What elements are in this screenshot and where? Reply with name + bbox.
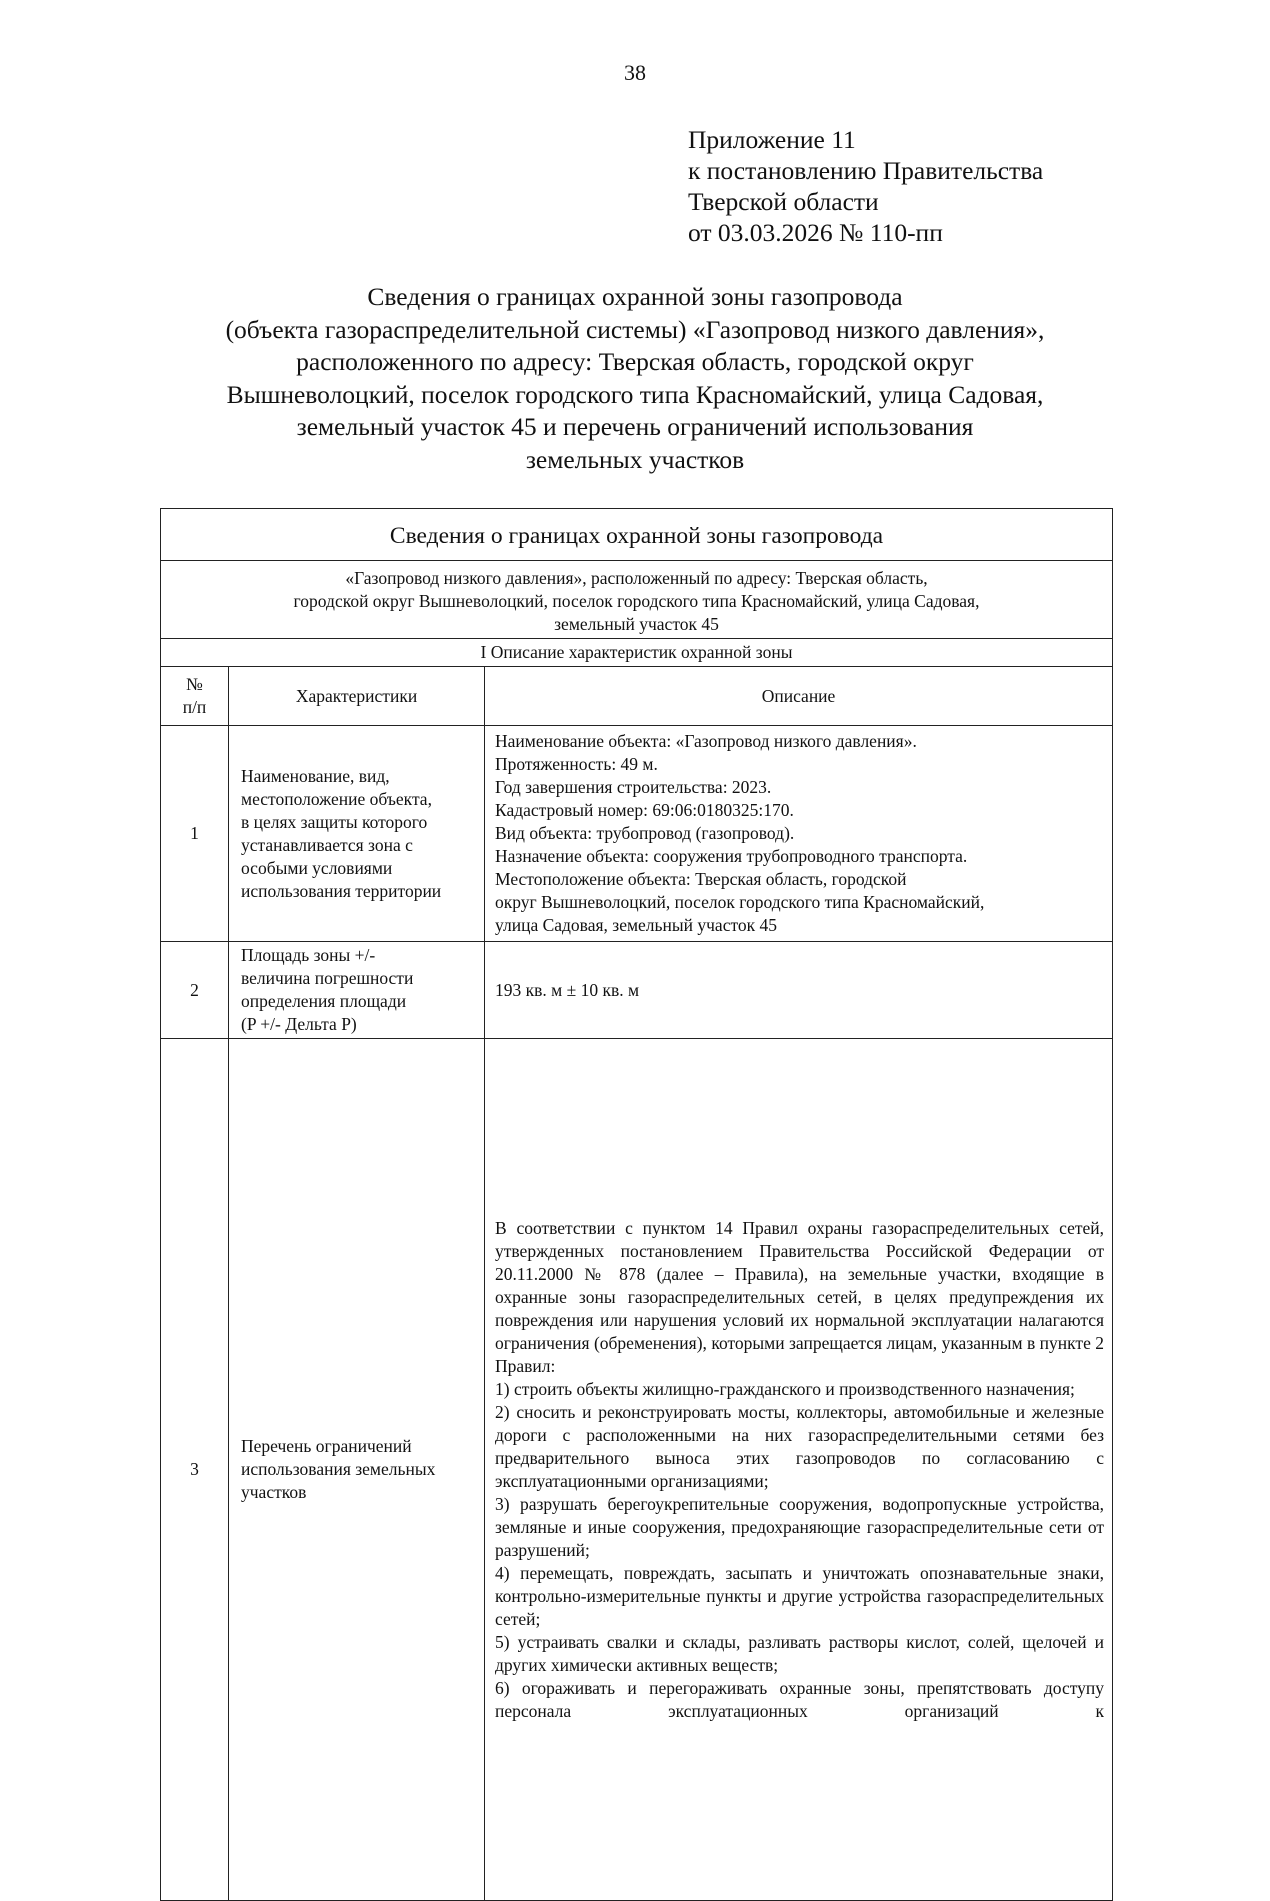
characteristic-line: использования территории — [241, 880, 442, 901]
description-line: Кадастровый номер: 69:06:0180325:170. — [495, 800, 794, 820]
description-line: Вид объекта: трубопровод (газопровод). — [495, 823, 795, 843]
description-line: Год завершения строительства: 2023. — [495, 777, 772, 797]
restriction-paragraph: В соответствии с пунктом 14 Правил охраны газораспределительных сетей, утвержденных постановлением Правительства Российской Федерации от 20.11.2000 № 878 (далее – Правила), на земельные участки, входящие в охранные зоны газораспределительных сетей, в целях предупреждения их повреждения или нарушения условий их нормальной эксплуатации налагаются ограничения (обременения), которыми запрещается лицам, указанным в пункте 2 Правил: — [495, 1217, 1105, 1376]
restriction-paragraph: 1) строить объекты жилищно-гражданского и производственного назначения; — [495, 1378, 1075, 1399]
description-line: улица Садовая, земельный участок 45 — [495, 915, 778, 935]
restriction-paragraph: 2) сносить и реконструировать мосты, коллекторы, автомобильные и железные дороги с расположенными на них газораспределительными сетями без предварительного выноса этих газопроводов по согласованию с эксплуатационными организациями; — [495, 1401, 1105, 1491]
row-description — [485, 1039, 1113, 1901]
table-section-title: I Описание характеристик охранной зоны — [161, 639, 1113, 667]
appendix-line: Приложение 11 — [688, 125, 856, 154]
table-subtitle — [161, 561, 1113, 639]
header-number — [161, 667, 229, 726]
characteristic-line: особыми условиями — [241, 857, 393, 878]
restriction-paragraph: 6) огораживать и перегораживать охранные зоны, препятствовать доступу персонала эксплуатационных организаций к — [495, 1677, 1105, 1721]
restriction-paragraph: 3) разрушать берегоукрепительные сооружения, водопропускные устройства, земляные и иные сооружения, предохраняющие газораспределительные сети от разрушений; — [495, 1493, 1105, 1560]
appendix-line: Тверской области — [688, 187, 879, 216]
characteristic-line: Площадь зоны +/- — [241, 945, 376, 965]
row-number: 3 — [161, 1039, 229, 1901]
characteristic-line: в целях защиты которого — [241, 811, 428, 832]
table-row — [161, 726, 1113, 942]
header-characteristics: Характеристики — [229, 667, 485, 726]
row-number: 1 — [161, 726, 229, 942]
table-row — [161, 1039, 1113, 1901]
subtitle-line: «Газопровод низкого давления», расположенный по адресу: Тверская область, — [345, 568, 928, 588]
description-line: Назначение объекта: сооружения трубопроводного транспорта. — [495, 846, 968, 866]
title-line: Вышневолоцкий, поселок городского типа Красномайский, улица Садовая, — [226, 379, 1044, 409]
characteristic-line: участков — [241, 1482, 307, 1502]
description-line: Местоположение объекта: Тверская область, городской — [495, 869, 907, 889]
title-line: земельных участков — [525, 444, 745, 474]
document-title — [160, 281, 1110, 476]
characteristic-line: местоположение объекта, — [241, 788, 432, 809]
table-header-row — [161, 667, 1113, 726]
characteristic-line: Наименование, вид, — [241, 765, 390, 786]
description-line: округ Вышневолоцкий, поселок городского типа Красномайский, — [495, 892, 985, 912]
header-number-line: п/п — [182, 697, 207, 717]
characteristic-line: определения площади — [241, 991, 407, 1011]
subtitle-line: земельный участок 45 — [554, 614, 719, 634]
title-line: земельный участок 45 и перечень ограничений использования — [296, 412, 974, 441]
table-row — [161, 942, 1113, 1039]
row-number: 2 — [161, 942, 229, 1039]
appendix-line: от 03.03.2026 № 110-пп — [688, 218, 943, 247]
title-line: расположенного по адресу: Тверская область, городской округ — [296, 347, 974, 376]
row-description: 193 кв. м ± 10 кв. м — [485, 942, 1113, 1039]
page-number: 38 — [624, 60, 646, 85]
description-line: Протяженность: 49 м. — [495, 754, 658, 774]
row-description — [485, 726, 1113, 942]
subtitle-line: городской округ Вышневолоцкий, поселок городского типа Красномайский, улица Садовая, — [293, 591, 980, 611]
title-line: (объекта газораспределительной системы) «Газопровод низкого давления», — [225, 314, 1045, 344]
table-main-title: Сведения о границах охранной зоны газопровода — [161, 509, 1113, 561]
restriction-paragraph: 5) устраивать свалки и склады, разливать растворы кислот, солей, щелочей и других химически активных веществ; — [495, 1631, 1105, 1675]
appendix-line: к постановлению Правительства — [688, 156, 1044, 185]
restriction-paragraph: 4) перемещать, повреждать, засыпать и уничтожать опознавательные знаки, контрольно-измерительные пункты и другие устройства газораспределительных сетей; — [495, 1562, 1105, 1629]
characteristic-line: величина погрешности — [241, 968, 414, 988]
title-line: Сведения о границах охранной зоны газопровода — [367, 282, 903, 311]
characteristic-line: (P +/- Дельта P) — [241, 1014, 357, 1034]
characteristic-line: использования земельных — [241, 1459, 436, 1479]
row-characteristic — [229, 1039, 485, 1901]
header-number-line: № — [186, 674, 203, 694]
protection-zone-table — [160, 508, 1113, 1901]
characteristic-line: Перечень ограничений — [241, 1436, 412, 1456]
description-line: Наименование объекта: «Газопровод низкого давления». — [495, 731, 917, 751]
row-characteristic — [229, 726, 485, 942]
appendix-block — [688, 124, 1043, 248]
characteristic-line: устанавливается зона с — [241, 834, 413, 855]
header-description: Описание — [485, 667, 1113, 726]
row-characteristic — [229, 942, 485, 1039]
